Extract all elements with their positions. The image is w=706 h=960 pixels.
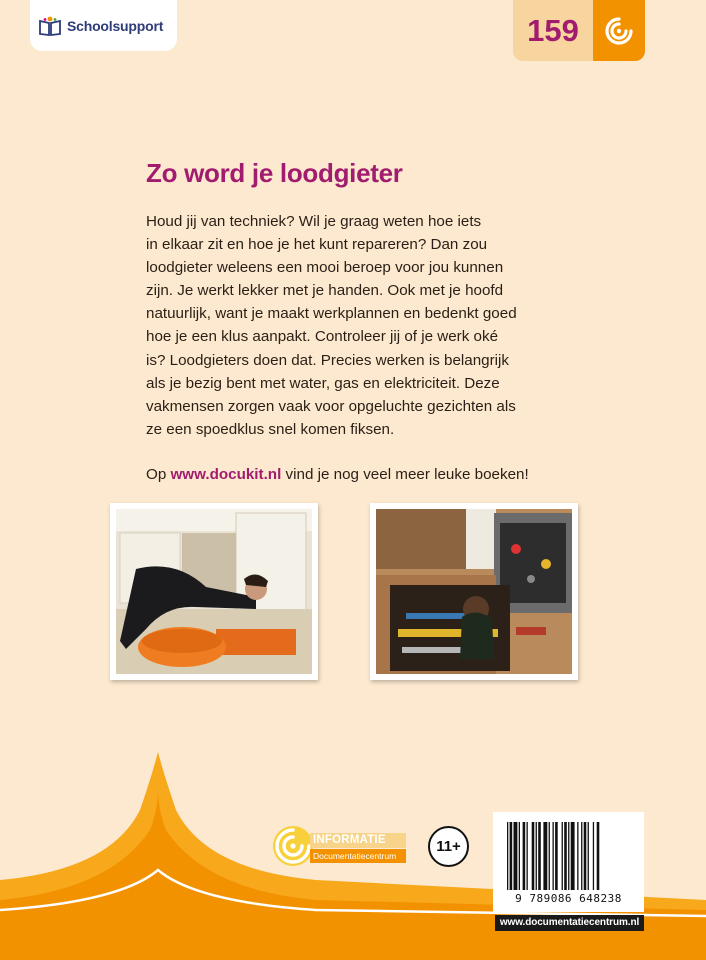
body-line: is? Loodgieters doen dat. Precies werken is belangrijk bbox=[146, 351, 510, 369]
info-label: INFORMATIE bbox=[310, 833, 406, 848]
info-swirl-icon bbox=[272, 823, 314, 869]
barcode bbox=[507, 822, 630, 890]
brand-name: Schoolsupport bbox=[67, 17, 164, 34]
promo-suffix: vind je nog veel meer leuke boeken! bbox=[281, 466, 529, 483]
swirl-badge bbox=[593, 0, 645, 61]
docukit-link[interactable]: www.docukit.nl bbox=[170, 466, 282, 483]
informatie-logo bbox=[272, 823, 408, 869]
body-line: hoe je een klus aanpakt. Controleer jij of je werk oké bbox=[146, 328, 499, 346]
promo-prefix: Op bbox=[146, 466, 171, 483]
barcode-box bbox=[493, 812, 644, 912]
promo-line bbox=[146, 466, 529, 483]
body-line: Houd jij van techniek? Wil je graag weten hoe iets bbox=[146, 213, 482, 230]
swirl-icon bbox=[604, 16, 634, 46]
body-line: natuurlijk, want je maakt werkplannen en bedenkt goed bbox=[146, 305, 517, 323]
body-line: zijn. Je werkt lekker met je handen. Ook met je hoofd bbox=[146, 282, 504, 300]
schoolsupport-logo bbox=[30, 0, 177, 51]
body-line: ze een spoedklus snel komen fiksen. bbox=[146, 420, 395, 438]
page-title: Zo word je loodgieter bbox=[146, 158, 403, 188]
series-number: 159 bbox=[513, 0, 593, 61]
body-line: loodgieter weleens een mooi beroep voor jou kunnen bbox=[146, 259, 504, 277]
age-rating-badge: 11+ bbox=[428, 826, 469, 867]
plumber-in-floor-hatch-photo bbox=[370, 503, 578, 680]
website-url: www.documentatiecentrum.nl bbox=[495, 915, 644, 931]
body-line: vakmensen zorgen vaak voor opgeluchte gezichten als bbox=[146, 397, 516, 415]
plumber-under-sink-photo bbox=[110, 503, 318, 680]
body-line: in elkaar zit en hoe je het kunt repareren? Dan zou bbox=[146, 236, 488, 254]
body-line: als je bezig bent met water, gas en elektriciteit. Deze bbox=[146, 374, 500, 392]
info-sub-label: Documentatiecentrum bbox=[310, 849, 406, 863]
isbn-number: 9 789086 648238 bbox=[515, 892, 622, 905]
series-badge bbox=[513, 0, 645, 61]
book-logo-icon bbox=[38, 15, 62, 37]
body-paragraph bbox=[146, 210, 546, 441]
